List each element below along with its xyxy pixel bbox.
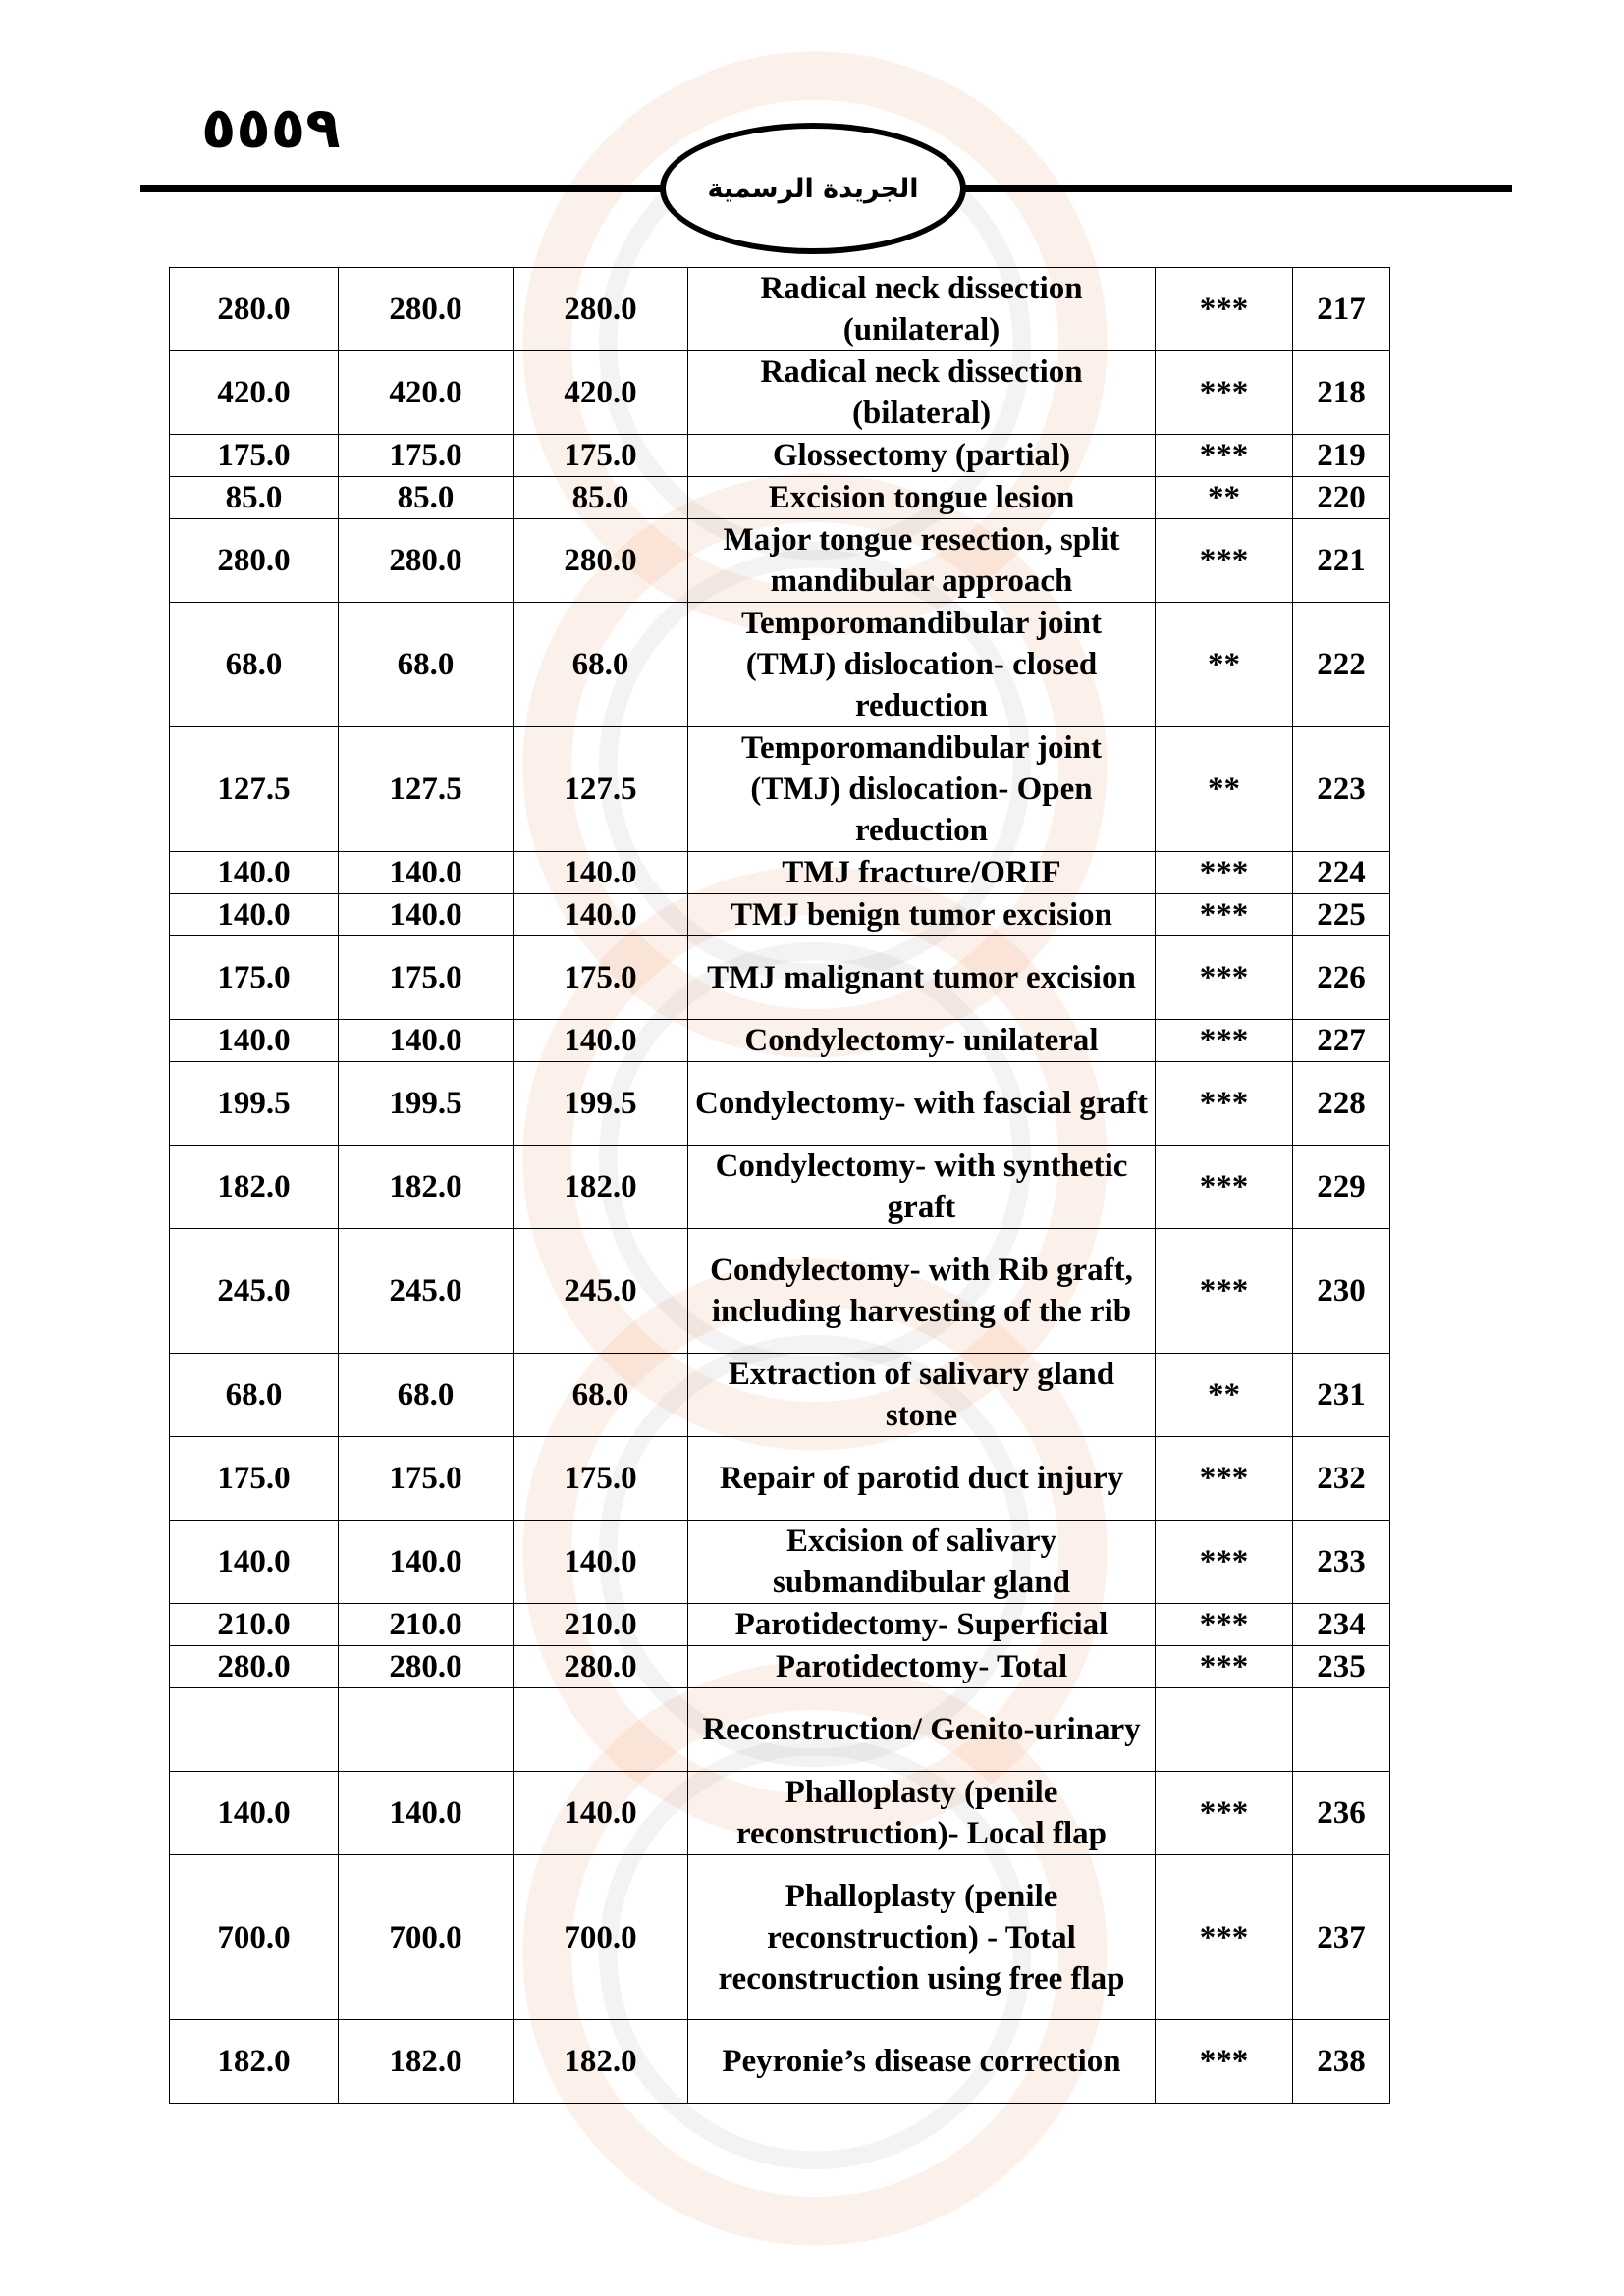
fee-cell-1: 182.0 (170, 2020, 339, 2104)
fee-cell-2: 127.5 (339, 727, 514, 852)
fee-cell-3: 85.0 (514, 477, 688, 519)
section-heading-cell: Reconstruction/ Genito-urinary (688, 1688, 1156, 1772)
fee-cell-1 (170, 1688, 339, 1772)
code-cell: 223 (1293, 727, 1390, 852)
code-cell: 229 (1293, 1146, 1390, 1229)
fee-cell-2: 85.0 (339, 477, 514, 519)
code-cell: 217 (1293, 268, 1390, 351)
category-cell: *** (1156, 1146, 1293, 1229)
fee-cell-3: 210.0 (514, 1604, 688, 1646)
procedure-cell: Radical neck dissection (unilateral) (688, 268, 1156, 351)
fee-cell-1: 127.5 (170, 727, 339, 852)
table-row (170, 1354, 1390, 1437)
fee-cell-1: 280.0 (170, 1646, 339, 1688)
fee-cell-3: 140.0 (514, 1521, 688, 1604)
fee-cell-3: 175.0 (514, 435, 688, 477)
table-row (170, 603, 1390, 727)
procedure-cell: Parotidectomy- Total (688, 1646, 1156, 1688)
fee-cell-3: 140.0 (514, 1020, 688, 1062)
fee-cell-2: 245.0 (339, 1229, 514, 1354)
fee-cell-3: 199.5 (514, 1062, 688, 1146)
procedure-cell: Phalloplasty (penile reconstruction) - Total reconstruction using free flap (688, 1855, 1156, 2020)
fee-cell-1: 182.0 (170, 1146, 339, 1229)
category-cell: ** (1156, 477, 1293, 519)
fee-cell-3: 420.0 (514, 351, 688, 435)
page-number: ٥٥٥٩ (201, 94, 341, 161)
code-cell: 221 (1293, 519, 1390, 603)
code-cell: 236 (1293, 1772, 1390, 1855)
procedure-cell: Major tongue resection, split mandibular approach (688, 519, 1156, 603)
table-row (170, 1437, 1390, 1521)
category-cell: *** (1156, 1604, 1293, 1646)
fee-cell-1: 175.0 (170, 936, 339, 1020)
fee-cell-1: 175.0 (170, 435, 339, 477)
gazette-header (660, 123, 966, 254)
procedure-cell: Excision tongue lesion (688, 477, 1156, 519)
procedure-cell: Condylectomy- unilateral (688, 1020, 1156, 1062)
procedure-cell: Excision of salivary submandibular gland (688, 1521, 1156, 1604)
fee-cell-3: 700.0 (514, 1855, 688, 2020)
procedure-cell: Peyronie’s disease correction (688, 2020, 1156, 2104)
table-row (170, 1604, 1390, 1646)
table-row (170, 1062, 1390, 1146)
category-cell: *** (1156, 1437, 1293, 1521)
fee-cell-3: 68.0 (514, 1354, 688, 1437)
fee-cell-3: 175.0 (514, 936, 688, 1020)
code-cell: 235 (1293, 1646, 1390, 1688)
category-cell: ** (1156, 1354, 1293, 1437)
fee-cell-2: 140.0 (339, 894, 514, 936)
fee-cell-2: 175.0 (339, 1437, 514, 1521)
code-cell: 225 (1293, 894, 1390, 936)
table-row (170, 936, 1390, 1020)
category-cell: *** (1156, 519, 1293, 603)
gazette-title: الجريدة الرسمية (707, 173, 919, 204)
fee-cell-1: 85.0 (170, 477, 339, 519)
table-row (170, 1020, 1390, 1062)
fee-cell-3: 245.0 (514, 1229, 688, 1354)
fee-cell-1: 199.5 (170, 1062, 339, 1146)
procedure-cell: Temporomandibular joint (TMJ) dislocation- closed reduction (688, 603, 1156, 727)
fee-cell-2: 420.0 (339, 351, 514, 435)
fee-cell-1: 700.0 (170, 1855, 339, 2020)
table-row (170, 351, 1390, 435)
table-row (170, 852, 1390, 894)
procedure-cell: TMJ fracture/ORIF (688, 852, 1156, 894)
fee-cell-2: 140.0 (339, 852, 514, 894)
category-cell: *** (1156, 2020, 1293, 2104)
procedure-cell: Extraction of salivary gland stone (688, 1354, 1156, 1437)
category-cell: *** (1156, 1020, 1293, 1062)
code-cell: 220 (1293, 477, 1390, 519)
fee-cell-1: 68.0 (170, 1354, 339, 1437)
code-cell: 228 (1293, 1062, 1390, 1146)
fee-cell-1: 280.0 (170, 268, 339, 351)
code-cell: 238 (1293, 2020, 1390, 2104)
fee-cell-1: 68.0 (170, 603, 339, 727)
table-row (170, 894, 1390, 936)
fee-cell-2: 280.0 (339, 519, 514, 603)
category-cell: *** (1156, 351, 1293, 435)
fee-cell-1: 140.0 (170, 852, 339, 894)
code-cell: 227 (1293, 1020, 1390, 1062)
procedure-cell: Radical neck dissection (bilateral) (688, 351, 1156, 435)
table-row (170, 2020, 1390, 2104)
code-cell: 233 (1293, 1521, 1390, 1604)
section-row (170, 1688, 1390, 1772)
fee-cell-1: 420.0 (170, 351, 339, 435)
fee-table (169, 267, 1390, 2104)
fee-cell-3: 127.5 (514, 727, 688, 852)
category-cell: ** (1156, 603, 1293, 727)
category-cell: *** (1156, 1229, 1293, 1354)
fee-cell-1: 210.0 (170, 1604, 339, 1646)
table-row (170, 1772, 1390, 1855)
table-row (170, 1229, 1390, 1354)
code-cell: 219 (1293, 435, 1390, 477)
procedure-cell: TMJ benign tumor excision (688, 894, 1156, 936)
fee-cell-2: 280.0 (339, 268, 514, 351)
fee-cell-3: 175.0 (514, 1437, 688, 1521)
category-cell: *** (1156, 852, 1293, 894)
procedure-cell: Condylectomy- with Rib graft, including harvesting of the rib (688, 1229, 1156, 1354)
code-cell: 230 (1293, 1229, 1390, 1354)
category-cell: *** (1156, 1062, 1293, 1146)
procedure-cell: Repair of parotid duct injury (688, 1437, 1156, 1521)
procedure-cell: Condylectomy- with fascial graft (688, 1062, 1156, 1146)
category-cell: *** (1156, 435, 1293, 477)
procedure-cell: TMJ malignant tumor excision (688, 936, 1156, 1020)
fee-cell-2: 175.0 (339, 936, 514, 1020)
table-row (170, 1646, 1390, 1688)
fee-cell-2: 199.5 (339, 1062, 514, 1146)
code-cell: 218 (1293, 351, 1390, 435)
table-row (170, 519, 1390, 603)
code-cell (1293, 1688, 1390, 1772)
fee-cell-3: 140.0 (514, 894, 688, 936)
code-cell: 222 (1293, 603, 1390, 727)
category-cell: *** (1156, 936, 1293, 1020)
fee-cell-3: 140.0 (514, 852, 688, 894)
fee-cell-3: 68.0 (514, 603, 688, 727)
category-cell: *** (1156, 268, 1293, 351)
fee-cell-3 (514, 1688, 688, 1772)
category-cell: *** (1156, 1646, 1293, 1688)
fee-cell-1: 140.0 (170, 1772, 339, 1855)
category-cell (1156, 1688, 1293, 1772)
table-row (170, 1521, 1390, 1604)
fee-cell-1: 140.0 (170, 894, 339, 936)
fee-cell-2 (339, 1688, 514, 1772)
fee-cell-1: 140.0 (170, 1521, 339, 1604)
procedure-cell: Temporomandibular joint (TMJ) dislocation- Open reduction (688, 727, 1156, 852)
table-row (170, 477, 1390, 519)
procedure-cell: Parotidectomy- Superficial (688, 1604, 1156, 1646)
table-row (170, 1855, 1390, 2020)
fee-cell-2: 68.0 (339, 1354, 514, 1437)
table-row (170, 435, 1390, 477)
fee-cell-2: 68.0 (339, 603, 514, 727)
code-cell: 237 (1293, 1855, 1390, 2020)
category-cell: *** (1156, 1772, 1293, 1855)
fee-cell-3: 182.0 (514, 1146, 688, 1229)
category-cell: *** (1156, 1855, 1293, 2020)
fee-cell-2: 182.0 (339, 1146, 514, 1229)
fee-cell-1: 245.0 (170, 1229, 339, 1354)
fee-cell-2: 210.0 (339, 1604, 514, 1646)
category-cell: *** (1156, 1521, 1293, 1604)
procedure-cell: Condylectomy- with synthetic graft (688, 1146, 1156, 1229)
category-cell: ** (1156, 727, 1293, 852)
fee-cell-2: 182.0 (339, 2020, 514, 2104)
fee-cell-1: 280.0 (170, 519, 339, 603)
code-cell: 226 (1293, 936, 1390, 1020)
category-cell: *** (1156, 894, 1293, 936)
procedure-cell: Glossectomy (partial) (688, 435, 1156, 477)
table-row (170, 727, 1390, 852)
code-cell: 224 (1293, 852, 1390, 894)
fee-cell-2: 140.0 (339, 1020, 514, 1062)
fee-cell-1: 175.0 (170, 1437, 339, 1521)
fee-cell-2: 140.0 (339, 1772, 514, 1855)
fee-cell-3: 182.0 (514, 2020, 688, 2104)
code-cell: 231 (1293, 1354, 1390, 1437)
fee-cell-3: 280.0 (514, 1646, 688, 1688)
fee-cell-2: 140.0 (339, 1521, 514, 1604)
fee-cell-2: 700.0 (339, 1855, 514, 2020)
fee-cell-1: 140.0 (170, 1020, 339, 1062)
fee-cell-3: 140.0 (514, 1772, 688, 1855)
fee-cell-2: 175.0 (339, 435, 514, 477)
code-cell: 234 (1293, 1604, 1390, 1646)
fee-cell-3: 280.0 (514, 519, 688, 603)
table-row (170, 1146, 1390, 1229)
fee-cell-3: 280.0 (514, 268, 688, 351)
fee-cell-2: 280.0 (339, 1646, 514, 1688)
procedure-cell: Phalloplasty (penile reconstruction)- Local flap (688, 1772, 1156, 1855)
table-row (170, 268, 1390, 351)
code-cell: 232 (1293, 1437, 1390, 1521)
